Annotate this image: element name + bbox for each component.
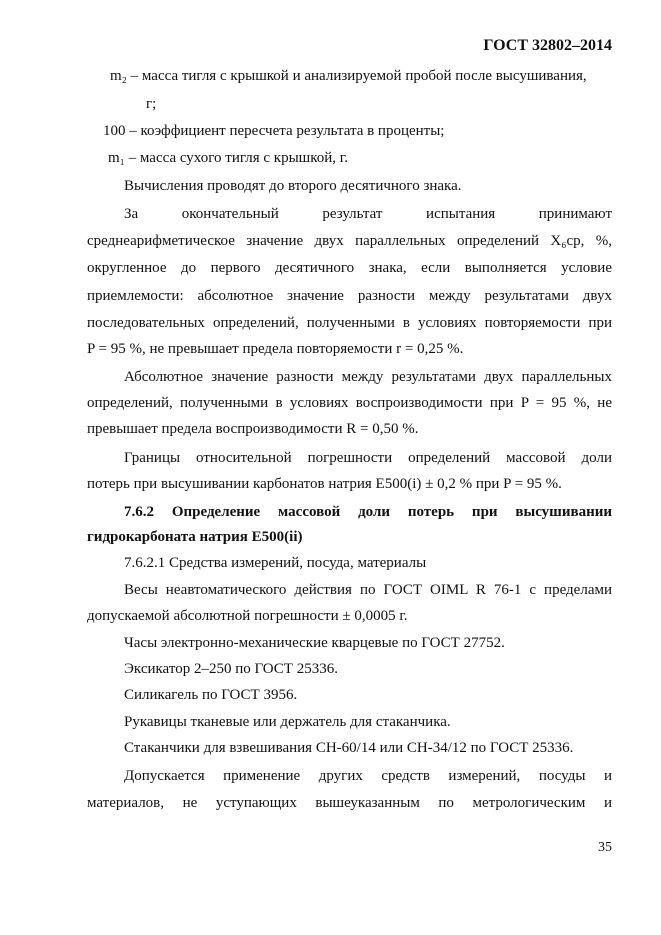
section-heading: 7.6.2 Определение массовой доли потерь при высушивании: [124, 504, 612, 520]
variable-definition-m2: m₂ – масса тигля с крышкой и анализируемой пробой после высушивания,: [110, 68, 587, 84]
paragraph-line: допускаемой абсолютной погрешности ± 0,0005 г.: [87, 608, 408, 624]
document-header: ГОСТ 32802–2014: [483, 37, 612, 54]
paragraph-line: Весы неавтоматического действия по ГОСТ OIML R 76-1 с пределами: [124, 582, 612, 598]
variable-definition-m2-unit: г;: [146, 96, 157, 112]
paragraph-line: Часы электронно-механические кварцевые по ГОСТ 27752.: [124, 635, 505, 651]
paragraph-line: потерь при высушивании карбонатов натрия Е500(i) ± 0,2 % при P = 95 %.: [87, 476, 562, 492]
paragraph-line: материалов, не уступающих вышеуказанным по метрологическим и: [87, 795, 612, 811]
paragraph-line: Стаканчики для взвешивания СН-60/14 или СН-34/12 по ГОСТ 25336.: [124, 740, 574, 756]
page-number: 35: [598, 840, 612, 855]
variable-definition-m1: m₁ – масса сухого тигля с крышкой, г.: [108, 150, 348, 166]
section-heading: гидрокарбоната натрия Е500(ii): [87, 529, 303, 545]
variable-definition-100: 100 – коэффициент пересчета результата в проценты;: [103, 123, 445, 139]
paragraph-line: Абсолютное значение разности между результатами двух параллельных: [124, 369, 612, 385]
paragraph-line: среднеарифметическое значение двух параллельных определений X₆ср, %,: [87, 233, 612, 249]
subsection-heading: 7.6.2.1 Средства измерений, посуда, материалы: [124, 555, 427, 571]
paragraph-line: За окончательный результат испытания принимают: [124, 206, 612, 222]
paragraph-line: превышает предела воспроизводимости R = 0,50 %.: [87, 421, 419, 437]
paragraph-line: определений, полученными в условиях воспроизводимости при P = 95 %, не: [87, 395, 612, 411]
paragraph-line: P = 95 %, не превышает предела повторяемости r = 0,25 %.: [87, 341, 464, 357]
paragraph-line: округленное до первого десятичного знака, если выполняется условие: [87, 260, 612, 276]
paragraph-line: Эксикатор 2–250 по ГОСТ 25336.: [124, 661, 338, 677]
paragraph-line: последовательных определений, полученными в условиях повторяемости при: [87, 315, 612, 331]
paragraph-line: Допускается применение других средств измерений, посуды и: [124, 768, 612, 784]
paragraph-line: Вычисления проводят до второго десятичного знака.: [124, 178, 462, 194]
paragraph-line: Силикагель по ГОСТ 3956.: [124, 687, 298, 703]
paragraph-line: Границы относительной погрешности определений массовой доли: [124, 450, 612, 466]
paragraph-line: приемлемости: абсолютное значение разности между результатами двух: [87, 288, 612, 304]
paragraph-line: Рукавицы тканевые или держатель для стаканчика.: [124, 714, 451, 730]
